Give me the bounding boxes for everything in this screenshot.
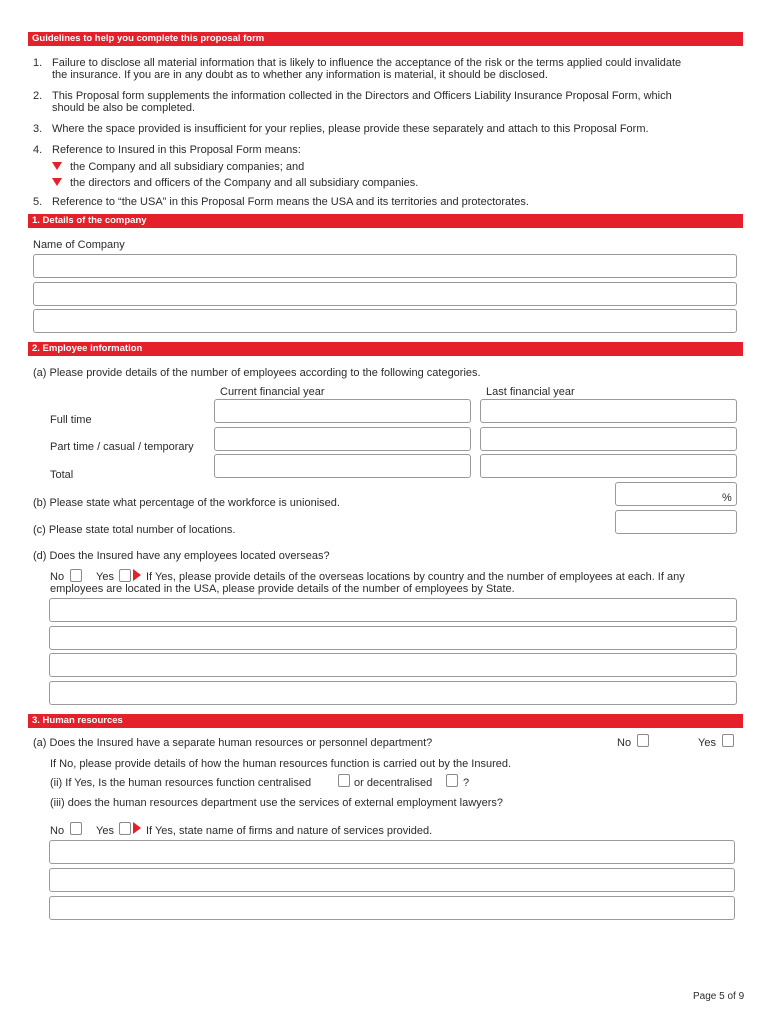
part-time-last-field[interactable] <box>480 427 737 451</box>
guideline-number: 1. <box>33 57 43 69</box>
red-triangle-bullet-icon <box>52 178 62 186</box>
overseas-details-field-4[interactable] <box>49 681 737 705</box>
section1-header: 1. Details of the company <box>28 214 743 228</box>
company-name-label: Name of Company <box>33 239 125 251</box>
lawyers-detail-text: If Yes, state name of firms and nature of services provided. <box>146 825 433 837</box>
row-total: Total <box>50 469 74 481</box>
bullet-text: the Company and all subsidiary companies; and <box>70 161 305 173</box>
company-name-field-2[interactable] <box>33 282 737 306</box>
full-time-last-field[interactable] <box>480 399 737 423</box>
guideline-text: should be also be completed. <box>52 102 196 114</box>
red-arrow-icon <box>133 569 141 581</box>
hr-question-a-text: (a) Does the Insured have a separate human resources or personnel department? <box>33 737 433 749</box>
overseas-details-field-3[interactable] <box>49 653 737 677</box>
guidelines-header: Guidelines to help you complete this proposal form <box>28 32 743 46</box>
column-current-year: Current financial year <box>220 386 325 398</box>
question-mark: ? <box>463 777 470 789</box>
or-decentralised-label: or decentralised <box>354 777 433 789</box>
yes-label: Yes <box>96 571 114 583</box>
page-number: Page 5 of 9 <box>693 991 745 1002</box>
overseas-details-field-1[interactable] <box>49 598 737 622</box>
question-a-text: (a) Please provide details of the number of employees according to the following categories. <box>33 367 481 379</box>
guideline-number: 4. <box>33 144 43 156</box>
company-name-field-3[interactable] <box>33 309 737 333</box>
no-label: No <box>50 571 65 583</box>
hr-dept-no-checkbox[interactable] <box>637 734 649 747</box>
lawyers-yes-checkbox[interactable] <box>119 822 131 835</box>
guideline-text: Reference to Insured in this Proposal Form means: <box>52 144 301 156</box>
overseas-details-field-2[interactable] <box>49 626 737 650</box>
bullet-text: the directors and officers of the Company and all subsidiary companies. <box>70 177 419 189</box>
unionised-percentage-field[interactable] <box>615 482 737 506</box>
yes-label: Yes <box>698 737 716 749</box>
overseas-detail-text: If Yes, please provide details of the overseas locations by country and the number of employees at each. If any <box>146 571 685 583</box>
question-c-text: (c) Please state total number of locations. <box>33 524 236 536</box>
locations-field[interactable] <box>615 510 737 534</box>
guideline-text: Where the space provided is insufficient for your replies, please provide these separately and attach to this Proposal Form. <box>52 123 649 135</box>
full-time-current-field[interactable] <box>214 399 471 423</box>
lawyers-details-field-3[interactable] <box>49 896 735 920</box>
question-b-text: (b) Please state what percentage of the workforce is unionised. <box>33 497 340 509</box>
no-label: No <box>617 737 632 749</box>
guideline-number: 3. <box>33 123 43 135</box>
guideline-text: the insurance. If you are in any doubt as to whether any information is material, it should be disclosed. <box>52 69 548 81</box>
no-label: No <box>50 825 65 837</box>
hr-if-no-text: If No, please provide details of how the human resources function is carried out by the Insured. <box>50 758 512 770</box>
total-current-field[interactable] <box>214 454 471 478</box>
lawyers-no-checkbox[interactable] <box>70 822 82 835</box>
hr-question-ii-text: (ii) If Yes, Is the human resources function centralised <box>50 777 312 789</box>
company-name-field-1[interactable] <box>33 254 737 278</box>
total-last-field[interactable] <box>480 454 737 478</box>
row-part-time: Part time / casual / temporary <box>50 441 194 453</box>
percent-sign: % <box>722 492 732 504</box>
guideline-number: 5. <box>33 196 43 208</box>
overseas-yes-checkbox[interactable] <box>119 569 131 582</box>
red-triangle-bullet-icon <box>52 162 62 170</box>
overseas-no-checkbox[interactable] <box>70 569 82 582</box>
yes-label: Yes <box>96 825 114 837</box>
guideline-text: Failure to disclose all material information that is likely to influence the acceptance of the risk or the terms applied could invalidate <box>52 57 682 69</box>
hr-question-iii-text: (iii) does the human resources department use the services of external employment lawyers? <box>50 797 504 809</box>
guideline-text: Reference to “the USA” in this Proposal Form means the USA and its territories and protectorates. <box>52 196 529 208</box>
section2-header: 2. Employee information <box>28 342 743 356</box>
guideline-number: 2. <box>33 90 43 102</box>
section3-header: 3. Human resources <box>28 714 743 728</box>
guideline-text: This Proposal form supplements the information collected in the Directors and Officers Liability Insurance Proposal Form, which <box>52 90 672 102</box>
lawyers-details-field-2[interactable] <box>49 868 735 892</box>
hr-dept-yes-checkbox[interactable] <box>722 734 734 747</box>
decentralised-checkbox[interactable] <box>446 774 458 787</box>
part-time-current-field[interactable] <box>214 427 471 451</box>
overseas-detail-text: employees are located in the USA, please provide details of the number of employees by State. <box>50 583 515 595</box>
column-last-year: Last financial year <box>486 386 575 398</box>
row-full-time: Full time <box>50 414 92 426</box>
centralised-checkbox[interactable] <box>338 774 350 787</box>
question-d-text: (d) Does the Insured have any employees located overseas? <box>33 550 330 562</box>
red-arrow-icon <box>133 822 141 834</box>
lawyers-details-field-1[interactable] <box>49 840 735 864</box>
